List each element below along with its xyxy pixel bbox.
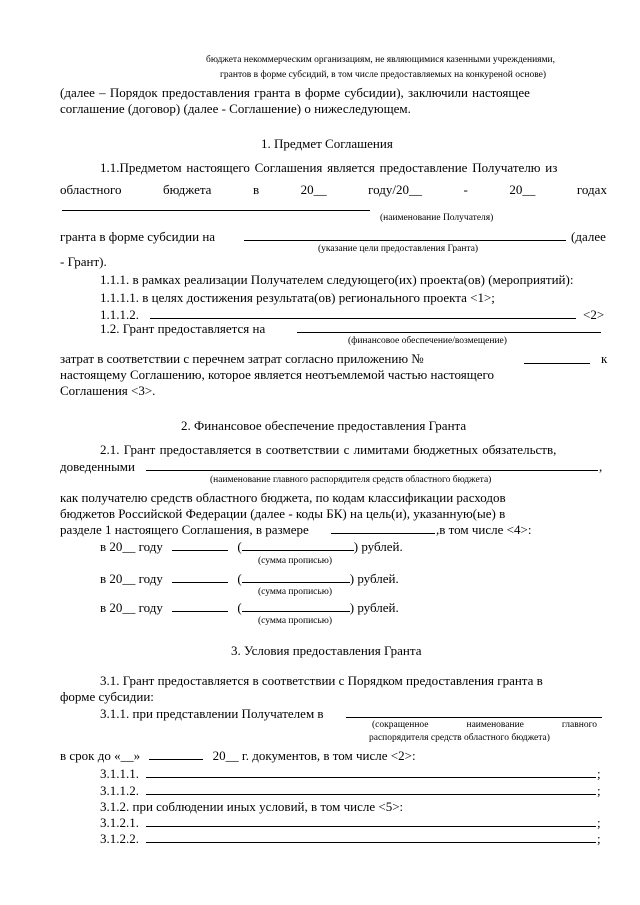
deadline-month-field xyxy=(149,747,203,760)
caption-word: главного xyxy=(561,720,597,730)
amount-in-words-caption-2: (сумма прописью) xyxy=(258,587,332,597)
clause-3-1-2: 3.1.2. при соблюдении иных условий, в том числе <5>: xyxy=(100,799,404,814)
year-row-1: в 20__ году ( ) рублей. xyxy=(100,539,403,554)
financing-type-field xyxy=(297,320,601,333)
main-administrator-caption: (наименование главного распорядителя средств областного бюджета) xyxy=(210,475,492,485)
grant-purpose-caption: (указание цели предоставления Гранта) xyxy=(318,244,479,254)
appendix-number-field xyxy=(524,351,590,364)
clause-3-1-2-1: 3.1.2.1. xyxy=(100,815,139,830)
word: в xyxy=(252,182,260,197)
clause-2-1-line-4: бюджетов Российской Федерации (далее - коды БК) на цель(и), указанную(ые) в xyxy=(60,506,506,521)
clause-1-1-1: 1.1.1. в рамках реализации Получателем следующего(их) проекта(ов) (мероприятий): xyxy=(100,272,574,287)
intro-line-2: соглашение (договор) (далее - Соглашение) о нижеследующем. xyxy=(60,101,411,116)
year-label: в 20__ году xyxy=(100,600,163,615)
word: годах xyxy=(576,182,607,197)
clause-1-2: 1.2. Грант предоставляется на xyxy=(100,321,266,336)
clause-3-1-2-2-field xyxy=(146,830,596,843)
word: 20__ xyxy=(300,182,327,197)
clause-1-1-years xyxy=(60,182,607,198)
rubles-label: ) рублей. xyxy=(349,571,399,586)
section-3-title: 3. Условия предоставления Гранта xyxy=(231,643,422,658)
clause-1-1-1-2-field xyxy=(150,306,576,319)
clause-1-2-line-4: Соглашения <3>. xyxy=(60,383,156,398)
comma: , xyxy=(599,459,603,474)
word: бюджета xyxy=(162,182,212,197)
section-2-title: 2. Финансовое обеспечение предоставления Гранта xyxy=(181,418,467,433)
header-line-2: грантов в форме субсидий, в том числе предоставляемых на конкуреной основе) xyxy=(220,70,547,80)
clause-1-1-1-2: 1.1.1.2. xyxy=(100,307,139,322)
clause-1-2-line-2: затрат в соответствии с перечнем затрат согласно приложению № xyxy=(60,351,424,366)
clause-3-1-line-2: форме субсидии: xyxy=(60,689,154,704)
recipient-field xyxy=(62,198,370,211)
section-1-title: 1. Предмет Соглашения xyxy=(261,136,393,151)
clause-2-1-line-5: разделе 1 настоящего Соглашения, в размере xyxy=(60,522,309,537)
recipient-caption: (наименование Получателя) xyxy=(380,213,494,223)
amount-in-words-field xyxy=(242,538,354,551)
amount-in-words-caption-1: (сумма прописью) xyxy=(258,556,332,566)
word: году/20__ xyxy=(368,182,423,197)
year-label: в 20__ году xyxy=(100,571,163,586)
caption-word: (сокращенное xyxy=(372,720,429,730)
amount-in-words-caption-3: (сумма прописью) xyxy=(258,616,332,626)
deadline-row xyxy=(60,747,416,764)
semicolon: ; xyxy=(597,831,601,846)
year-amount-field xyxy=(172,570,228,583)
amount-in-words-field xyxy=(242,599,350,612)
deadline-suffix: 20__ г. документов, в том числе <2>: xyxy=(212,748,416,763)
clause-1-2-line-2-end: к xyxy=(601,351,608,366)
clause-2-1-line-2: доведенными xyxy=(60,459,135,474)
financing-type-caption: (финансовое обеспечение/возмещение) xyxy=(348,336,507,346)
clause-3-1-1: 3.1.1. при представлении Получателем в xyxy=(100,706,324,721)
clause-3-1-1-1-field xyxy=(146,765,596,778)
year-amount-field xyxy=(172,599,228,612)
header-line-1: бюджета некоммерческим организациям, не являющимися казенными учреждениями, xyxy=(206,55,555,65)
short-name-caption-2: распорядителя средств областного бюджета) xyxy=(369,733,550,743)
word: областного xyxy=(60,182,122,197)
grant-purpose-field xyxy=(244,228,566,241)
year-label: в 20__ году xyxy=(100,539,163,554)
amount-in-words-field xyxy=(242,570,350,583)
semicolon: ; xyxy=(597,766,601,781)
clause-1-1-1-1: 1.1.1.1. в целях достижения результата(ов) регионального проекта <1>; xyxy=(100,290,495,305)
word: - xyxy=(463,182,468,197)
clause-3-1-1-1: 3.1.1.1. xyxy=(100,766,139,781)
clause-3-1-1-2-field xyxy=(146,782,596,795)
clause-1-2-line-3: настоящему Соглашению, которое является неотъемлемой частью настоящего xyxy=(60,367,495,382)
short-name-caption xyxy=(372,720,597,731)
year-amount-field xyxy=(172,538,228,551)
short-name-field xyxy=(346,705,602,718)
grant-purpose-prefix: гранта в форме субсидии на xyxy=(60,229,216,244)
intro-line-1: (далее – Порядок предоставления гранта в форме субсидии), заключили настоящее xyxy=(60,85,530,100)
clause-3-1-2-2: 3.1.2.2. xyxy=(100,831,139,846)
clause-2-1: 2.1. Грант предоставляется в соответствии с лимитами бюджетных обязательств, xyxy=(100,442,557,457)
grant-purpose-suffix: (далее xyxy=(571,229,606,244)
main-administrator-field xyxy=(146,458,598,471)
clause-3-1-1-2: 3.1.1.2. xyxy=(100,783,139,798)
rubles-label: ) рублей. xyxy=(353,539,403,554)
word: 20__ xyxy=(509,182,536,197)
footnote-ref-2: <2> xyxy=(583,307,605,322)
clause-2-1-line-3: как получателю средств областного бюджета, по кодам классификации расходов xyxy=(60,490,506,505)
year-row-2: в 20__ году ( ) рублей. xyxy=(100,571,399,586)
year-row-3: в 20__ году ( ) рублей. xyxy=(100,600,399,615)
clause-3-1: 3.1. Грант предоставляется в соответствии с Порядком предоставления гранта в xyxy=(100,673,543,688)
grant-definition: - Грант). xyxy=(60,254,107,269)
caption-word: наименование xyxy=(466,720,524,730)
clause-3-1-2-1-field xyxy=(146,814,596,827)
rubles-label: ) рублей. xyxy=(349,600,399,615)
clause-1-1: 1.1.Предметом настоящего Соглашения является предоставление Получателю из xyxy=(100,160,558,175)
amount-field xyxy=(331,521,435,534)
deadline-prefix: в срок до «__» xyxy=(60,748,141,763)
semicolon: ; xyxy=(597,783,601,798)
clause-2-1-line-5-end: ,в том числе <4>: xyxy=(436,522,532,537)
semicolon: ; xyxy=(597,815,601,830)
